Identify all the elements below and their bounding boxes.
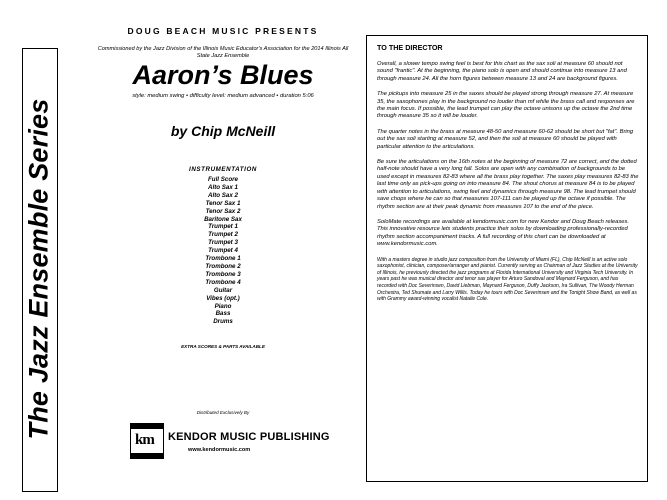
notes-paragraph: SoloMate recordings are available at kendormusic.com for new Kendor and Doug Beach releases. This innovative resource lets students practice their solos by downloading professionally-recorded rhythm section accompaniment tracks. A full recording of this chart can be downloaded at www.kendormusic.com. [377,218,629,248]
instrument-item: Tenor Sax 1 [205,199,241,207]
instrument-item: Trumpet 2 [208,231,238,239]
style-difficulty-duration: style: medium swing • difficulty level: medium advanced • duration 5:06 [132,93,314,99]
notes-paragraph: Be sure the articulations on the 16th notes at the beginning of measure 72 are correct, and the dotted half-note should have a very long fall. Solos are open with any combination of backgrounds to be used except in measures 82-83 where all the brass play together. The saxes play measures 82-83 the last time only as pick-ups going on into measure 84. The shout chorus at measure 84 is to be played with attention to articulations, swing feel and dynamics through measure 98. The lead trumpet should save chops where he can so that measures 107-111 can be played up the octave if possible. The rhythm section are at their peak dynamic from measures 107 to the end of the piece. [377,159,639,210]
instrumentation-heading: INSTRUMENTATION [189,166,257,173]
cover-column [82,0,364,500]
notes-paragraph: The quarter notes in the brass at measure 48-50 and measure 60-62 should be short but "fat". Bring out the sax soli starting at measure 52, and then the soli at measure 60 should be played with particular attention to the articulations. [377,128,634,150]
instrument-item: Trombone 3 [205,270,241,278]
publisher-url: www.kendormusic.com [188,447,251,453]
publisher-presents: DOUG BEACH MUSIC PRESENTS [127,26,319,36]
composer-credit: by Chip McNeill [170,123,276,139]
instrument-item: Vibes (opt.) [206,294,240,302]
director-notes-panel [366,35,648,482]
instrument-item: Trombone 1 [205,255,241,263]
instrument-item: Tenor Sax 2 [205,207,241,215]
instrument-item: Full Score [208,176,238,183]
logo-letters: km [135,432,154,448]
instrument-item: Drums [213,318,233,326]
instrument-item: Trombone 2 [205,262,241,270]
extras-available-note: EXTRA SCORES & PARTS AVAILABLE [181,344,265,349]
instrument-item: Bass [215,310,231,318]
distributed-by: Distributed Exclusively By [196,410,250,415]
series-title: The Jazz Ensemble Series [23,98,54,440]
instrument-item: Guitar [213,286,233,294]
piece-title: Aaron’s Blues [132,60,314,90]
notes-heading: TO THE DIRECTOR [377,43,443,52]
instrument-item: Piano [214,302,232,310]
notes-paragraph: Overall, a slower tempo swing feel is best for this chart as the sax soli at measure 60 should not sound "frantic". At the beginning, the piano solo is open and should continue into measure 13 and through measure 24. All the horn figures between measure 13 and 24 are background figures. [377,61,627,82]
series-spine [0,0,80,500]
km-logo-icon [130,423,164,459]
publisher-name: KENDOR MUSIC PUBLISHING [168,431,330,443]
instrument-item: Alto Sax 2 [208,191,238,199]
instrumentation-list [82,176,364,326]
instrument-item: Baritone Sax [204,215,242,223]
instrument-item: Alto Sax 1 [208,183,238,191]
instrument-item: Trumpet 3 [208,239,238,247]
composer-bio: With a masters degree in studio jazz composition from the University of Miami (FL), Chip McNeill is an active solo saxophonist, clinician, composer/arranger and pianist. Currently serving as Chairman of Jazz Studies at the University of Illinois, he previously directed the jazz programs at Florida International University and Virginia Tech University. In years past he was musical director and tenor sax player for Arturo Sandoval and Maynard Ferguson, and has recorded with Doc Severinsen, David Liebman, Maynard Ferguson, Duffy Jackson, Ira Sullivan, The Woody Herman Orchestra, Ted Shumate and Larry Willis. Today he tours with Doc Severinsen and the Tonight Show Band, as well as with Grammy award-winning vocalist Natalie Cole. [377,256,638,303]
notes-paragraph: The pickups into measure 25 in the saxes should be played strong through measure 27. At measure 35, the saxophones play in the background no louder than mf while the brass call and responses are the main focus. If possible, the lead trumpet can play the octave unisons up the octave the 2nd time through measure 35 so it will be louder. [377,91,635,120]
instrument-item: Trumpet 1 [208,223,238,231]
commission-note: Commissioned by the Jazz Division of the Illinois Music Educator's Association for the 2014 Illinois All State Jazz Ensemble [97,46,349,59]
publisher-logo [130,423,330,463]
instrument-item: Trombone 4 [205,278,241,286]
instrument-item: Trumpet 4 [208,247,238,255]
